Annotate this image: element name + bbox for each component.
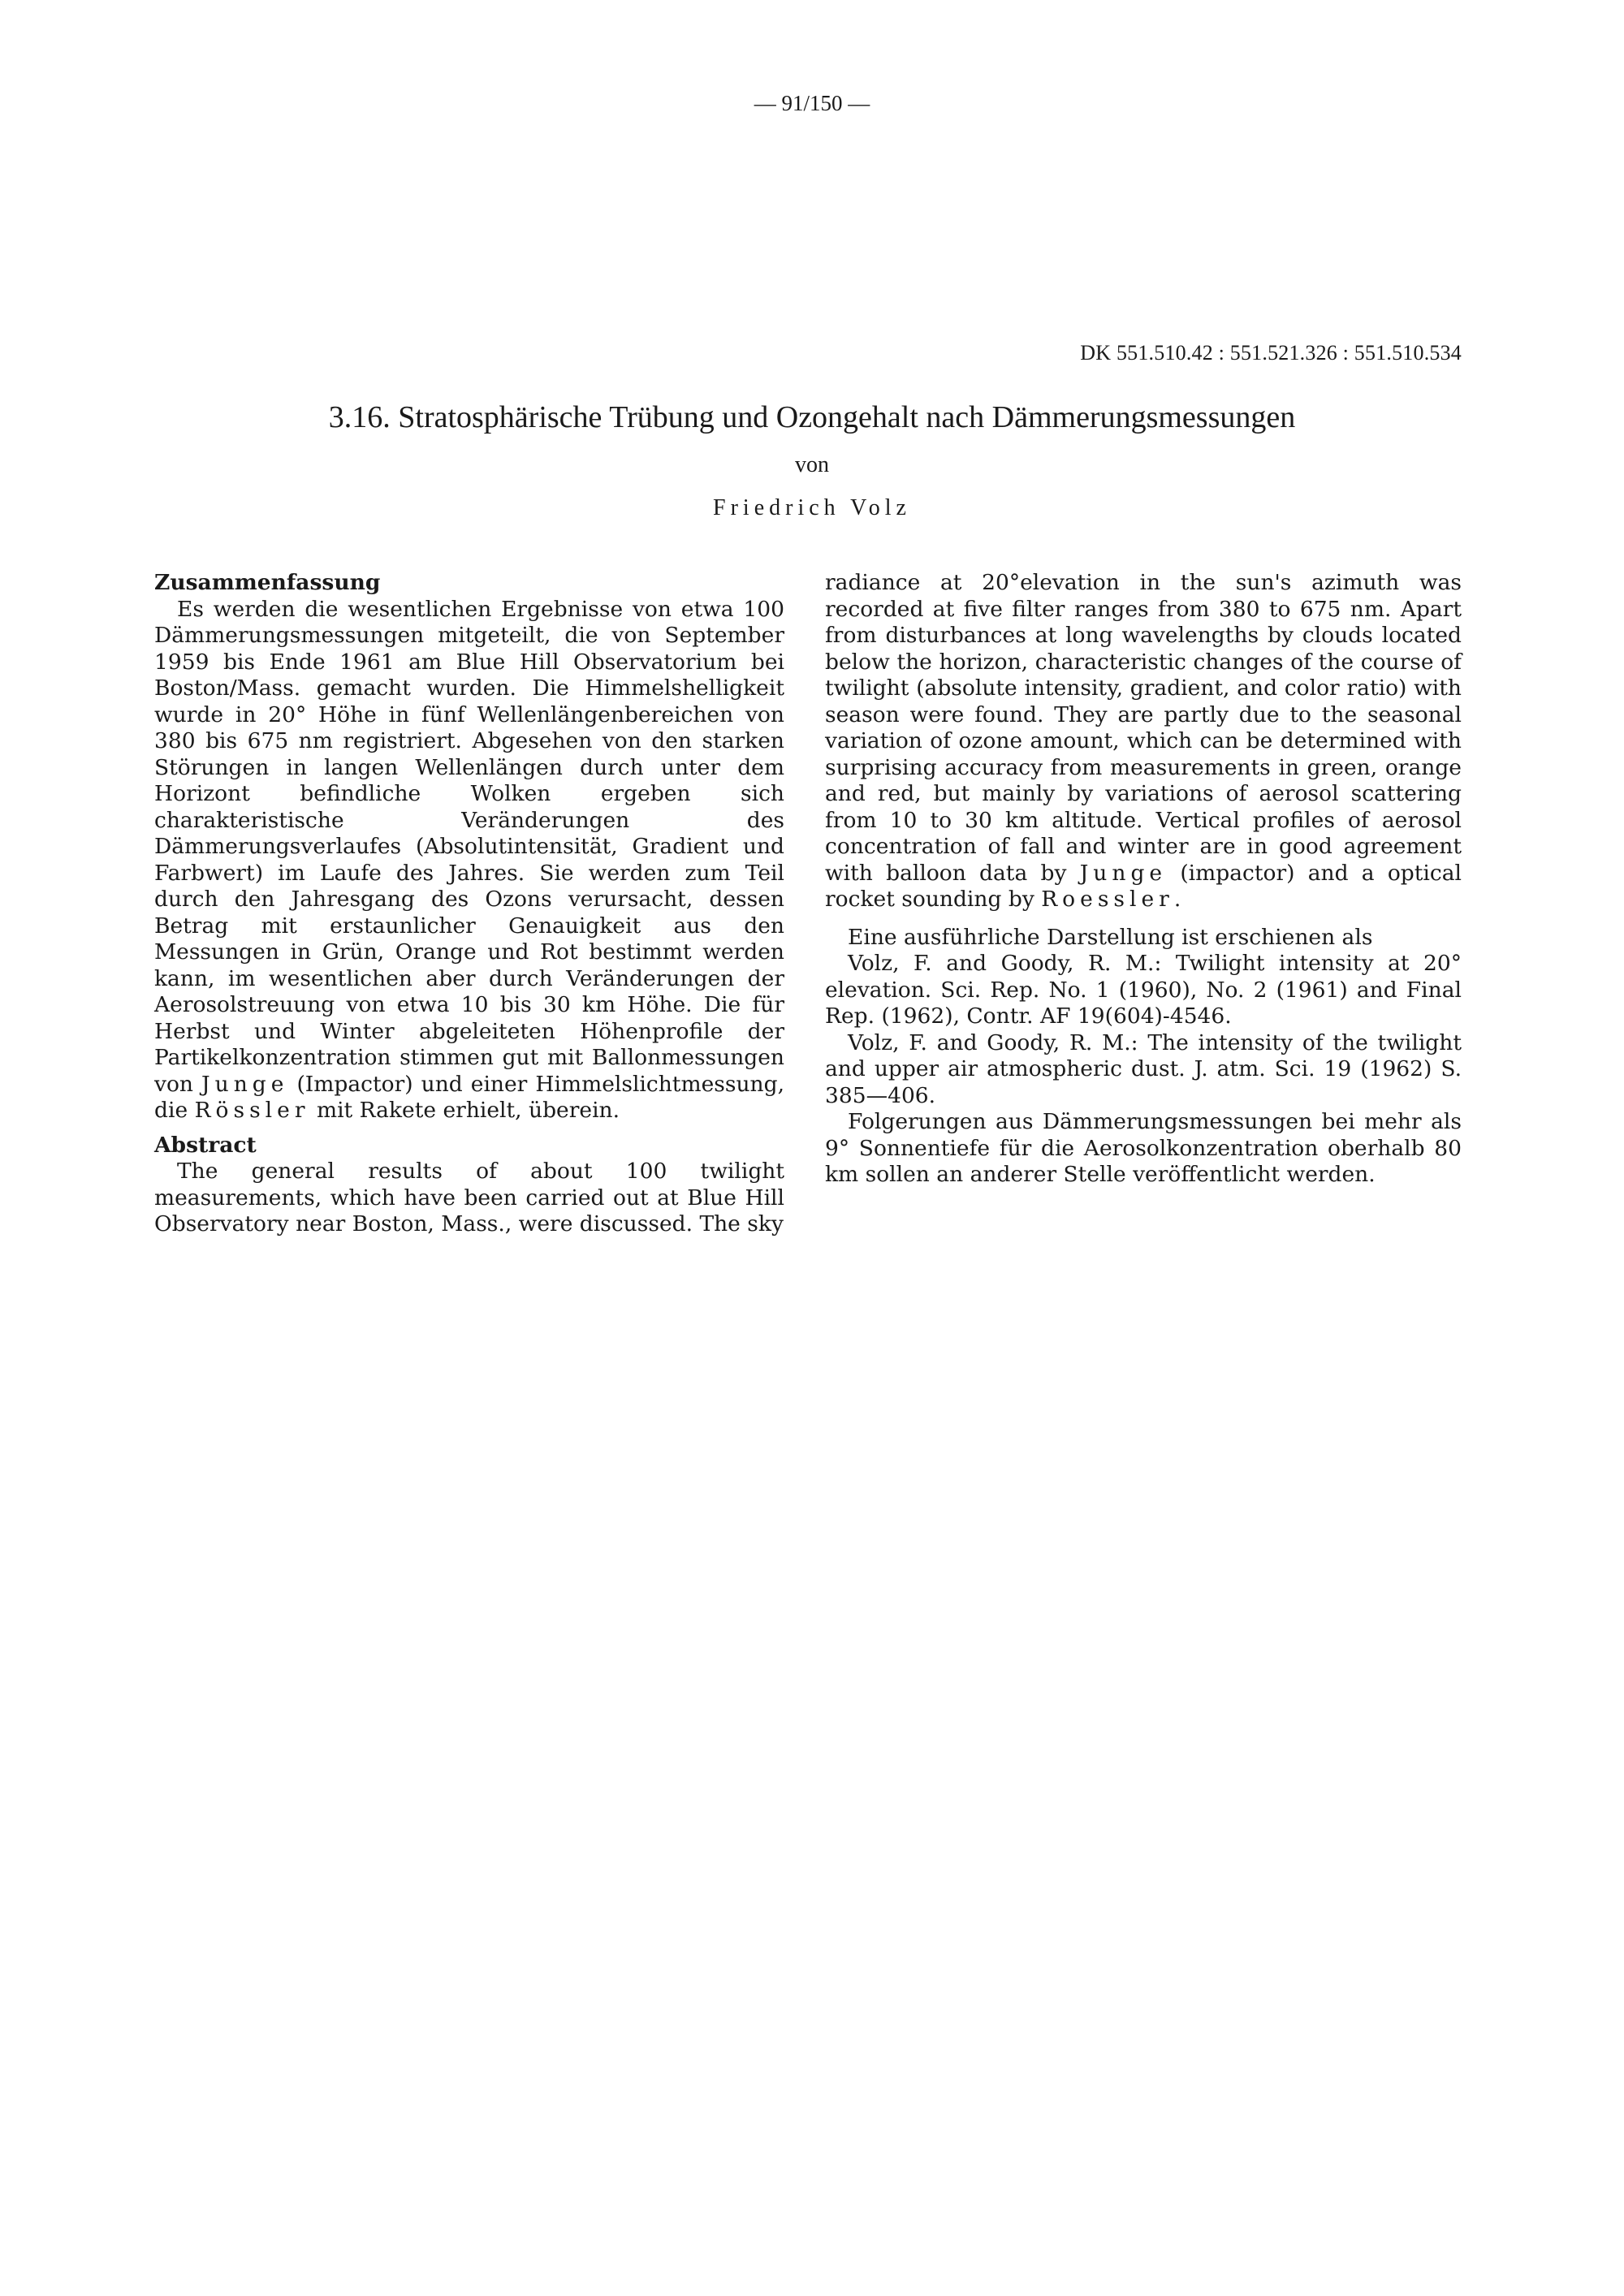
page-number: — 91/150 — xyxy=(754,91,870,115)
zusammenfassung-text-3: mit Rakete erhielt, überein. xyxy=(316,1098,620,1123)
reference-1: Volz, F. and Goody, R. M.: Twilight intensity at 20° elevation. Sci. Rep. No. 1 (1960), No. 2 (1961) and Final Rep. (1962), Contr. AF 19(604)-4546. xyxy=(825,951,1462,1029)
roessler-name: Rössler xyxy=(194,1098,310,1123)
article-title: 3.16. Stratosphärische Trübung und Ozongehalt nach Dämmerungsmessungen xyxy=(328,400,1296,434)
zusammenfassung-text: Es werden die wesentlichen Ergebnisse von etwa 100 Dämmerungsmessungen mitgeteilt, die von September 1959 bis Ende 1961 am Blue Hill Observatorium bei Boston/Mass. gemacht wurden. Die Himmelshelligkeit wurde in 20° Höhe in fünf Wellenlängenbereichen von 380 bis 675 nm registriert. Abgesehen von den starken Störungen in langen Wellenlängen durch unter dem Horizont befindliche Wolken ergeben sich charakteristische Veränderungen des Dämmerungsverlaufes (Absolutintensität, Gradient und Farbwert) im Laufe des Jahres. Sie werden zum Teil durch den Jahresgang des Ozons verursacht, dessen Betrag mit erstaunlicher Genauigkeit aus den Messungen in Grün, Orange und Rot bestimmt werden kann, im wesentlichen aber durch Veränderungen der Aerosolstreuung von etwa 10 bis 30 km Höhe. Die für Herbst und Winter abgeleiteten Höhenprofile der Partikelkonzentration stimmen gut mit Ballonmessungen von xyxy=(154,596,784,1097)
abstract-continuation xyxy=(825,570,1462,913)
darstellung-intro: Eine ausführliche Darstellung ist erschienen als xyxy=(848,924,1373,950)
abstract-paragraph: The general results of about 100 twilight measurements, which have been carried out at Blue Hill Observatory near Boston, Mass., were discussed. The sky xyxy=(154,1159,784,1236)
reference-2: Volz, F. and Goody, R. M.: The intensity of the twilight and upper air atmospheric dust. J. atm. Sci. 19 (1962) S. 385—406. xyxy=(825,1029,1462,1108)
abstract-heading: Abstract xyxy=(154,1132,257,1158)
folgerungen-paragraph: Folgerungen aus Dämmerungsmessungen bei mehr als 9° Sonnentiefe für die Aerosolkonzentration oberhalb 80 km sollen an anderer Stelle veröffentlicht werden. xyxy=(825,1109,1462,1187)
abstract-cont-text: radiance at 20°elevation in the sun's azimuth was recorded at five filter ranges from 380 to 675 nm. Apart from disturbances at long wavelengths by clouds located below the horizon, characteristic changes of the course of twilight (absolute intensity, gradient, and color ratio) with season were found. They are partly due to the seasonal variation of ozone amount, which can be determined with surprising accuracy from measurements in green, orange and red, but mainly by variations of aerosol scattering from 10 to 30 km altitude. Vertical profiles of aerosol concentration of fall and winter are in good agreement with balloon data by xyxy=(825,570,1462,886)
junge-name: Junge xyxy=(201,1071,289,1097)
by-line: von xyxy=(795,452,829,477)
dk-classification: DK 551.510.42 : 551.521.326 : 551.510.534 xyxy=(1080,341,1462,365)
zusammenfassung-heading: Zusammenfassung xyxy=(154,570,381,595)
zusammenfassung-paragraph xyxy=(154,597,784,1124)
zusammenfassung-text-2: (Impactor) und einer Himmelslichtmessung, die xyxy=(154,1071,784,1123)
abstract-roessler-name: Roessler xyxy=(1041,887,1174,912)
abstract-end: . xyxy=(1173,887,1181,912)
author-name: Friedrich Volz xyxy=(713,495,911,520)
left-column xyxy=(154,570,784,1238)
right-column xyxy=(825,570,1462,1189)
abstract-cont-text-2: (impactor) and a optical rocket sounding by xyxy=(825,860,1462,912)
abstract-junge-name: Junge xyxy=(1079,860,1168,886)
